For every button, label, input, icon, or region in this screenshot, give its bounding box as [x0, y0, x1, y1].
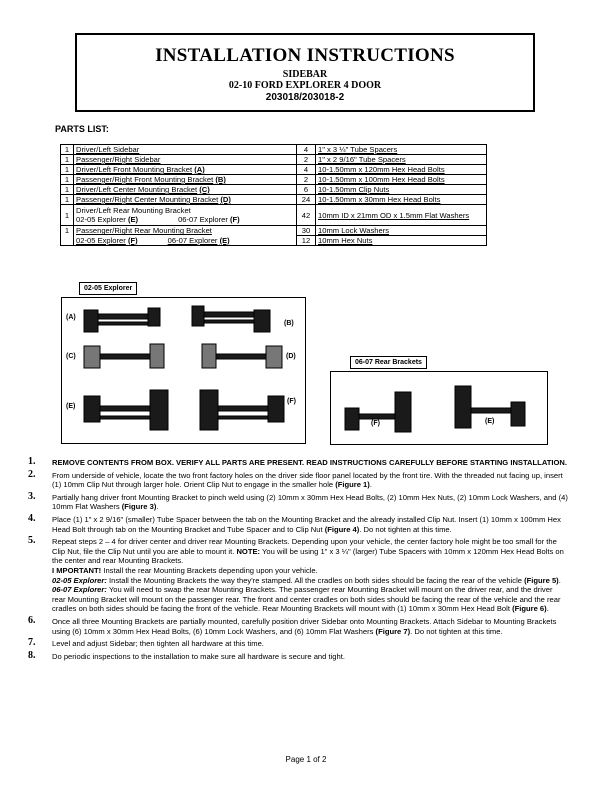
part-cell: [316, 236, 487, 246]
qty-cell: 1: [61, 145, 74, 155]
part-cell: [316, 185, 487, 195]
figure-06-07-rear-brackets: [330, 371, 548, 445]
part-description: 1" x 2 9/16" Tube Spacers: [318, 155, 406, 164]
table-row: [61, 145, 487, 155]
label-f: (F): [371, 420, 380, 427]
figure-label-06-07: 06-07 Rear Brackets: [350, 356, 427, 369]
step-item: [28, 468, 568, 490]
explorer-0607-label: 06-07 Explorer:: [52, 585, 107, 595]
part-cell: [74, 185, 297, 195]
step-text: Place (1) 1" x 2 9/16" (smaller) Tube Spacer between the tab on the Mounting Bracket and the already installed Clip Nut. Insert (1) 10mm x 100mm Hex Head Bolt through tab on the Mounting Bracket and Tube Spacer and to Clip Nut: [52, 514, 561, 534]
table-row: [61, 175, 487, 185]
step-text: . Do not tighten at this time.: [410, 626, 503, 636]
part-cell: [316, 205, 487, 226]
part-cell: [316, 155, 487, 165]
step-number: 2.: [28, 468, 36, 480]
label-e: (E): [66, 403, 76, 410]
qty-cell: 1: [61, 175, 74, 185]
qty-cell: 2: [297, 175, 316, 185]
figure-label-02-05: 02-05 Explorer: [79, 282, 137, 295]
qty-cell: 12: [297, 236, 316, 246]
qty-cell: 1: [61, 226, 74, 246]
part-description: 10mm ID x 21mm OD x 1.5mm Flat Washers: [318, 210, 470, 220]
step-item: [28, 649, 568, 662]
step-item: [28, 639, 568, 649]
step-item: [28, 512, 568, 534]
label-c: (C): [66, 353, 76, 360]
step-number: 4.: [28, 512, 36, 524]
qty-cell: 1: [61, 195, 74, 205]
qty-cell: 1: [61, 185, 74, 195]
variant-label: 06-07 Explorer: [167, 235, 218, 245]
part-code: (B): [215, 175, 226, 184]
figure-02-05-explorer: [61, 297, 306, 444]
figure-reference: (Figure 5): [524, 575, 559, 585]
part-code: (F): [127, 235, 138, 245]
part-description: Passenger/Right Sidebar: [76, 155, 161, 164]
part-cell: [316, 195, 487, 205]
part-description: 10mm Hex Nuts: [318, 236, 373, 245]
part-description: Passenger/Right Center Mounting Bracket: [76, 195, 219, 204]
part-numbers: 203018/203018-2: [265, 92, 345, 103]
part-code: (A): [194, 165, 205, 174]
figure-reference: (Figure 6): [512, 604, 547, 614]
step-number: 7.: [28, 637, 36, 649]
table-row: [61, 195, 487, 205]
figure-reference: (Figure 1): [335, 480, 370, 490]
part-cell: [316, 175, 487, 185]
part-cell: [74, 226, 297, 236]
part-cell: [74, 145, 297, 155]
step-item: [28, 490, 568, 512]
part-variants: [76, 215, 294, 224]
step-text: You will need to swap the rear Mounting Brackets. The passenger rear Mounting Bracket will mount on the driver rear, and the driver rear Mounting Bracket will mount on the passenger rear. The front and center cradles on both sides should be facing the rear of the vehicle and the rear cradles on both sides should be facing the front of the vehicle. Rear Mounting Brackets will mount with (1) 10mm x 30mm Hex Head Bolt: [52, 585, 561, 614]
explorer-0205-label: 02-05 Explorer:: [52, 575, 107, 585]
part-description: 10-1.50mm x 100mm Hex Head Bolts: [318, 175, 445, 184]
part-description: Driver/Left Front Mounting Bracket: [76, 165, 193, 174]
step-number: 3.: [28, 490, 36, 502]
part-description: Driver/Left Center Mounting Bracket: [76, 185, 198, 194]
page-number: Page 1 of 2: [285, 755, 327, 764]
part-code: (E): [219, 235, 230, 245]
label-e: (E): [485, 418, 495, 425]
installation-steps: [28, 458, 568, 664]
table-row: [61, 165, 487, 175]
rear-bracket-illustration: [331, 372, 547, 444]
qty-cell: 24: [297, 195, 316, 205]
figure-reference: (Figure 7): [375, 626, 411, 636]
figure-reference: (Figure 4): [324, 524, 360, 534]
part-description: 10-1.50mm x 120mm Hex Head Bolts: [318, 165, 445, 174]
label-d: (D): [286, 353, 296, 360]
label-f: (F): [287, 398, 296, 405]
table-row: [61, 185, 487, 195]
step-text: Partially hang driver front Mounting Bracket to pinch weld using (2) 10mm x 30mm Hex Head Bolts, (2) 10mm Hex Nuts, (2) 10mm Lock Washers, and (4) 10mm Flat Washers: [52, 492, 568, 512]
part-code: (E): [127, 215, 139, 224]
step-text: Install the Mounting Brackets the way they're stamped. All the cradles on both sides should be facing the rear of the vehicle: [106, 575, 525, 585]
qty-cell: 42: [297, 205, 316, 226]
part-cell: [316, 226, 487, 236]
important-label: I MPORTANT!: [52, 565, 102, 575]
part-cell: [74, 155, 297, 165]
qty-cell: 2: [297, 155, 316, 165]
part-code: (F): [230, 215, 240, 224]
part-cell: [74, 205, 297, 226]
part-cell: [74, 175, 297, 185]
part-description: Passenger/Right Front Mounting Bracket: [76, 175, 214, 184]
label-a: (A): [66, 314, 76, 321]
part-code: (D): [220, 195, 231, 204]
part-cell: [316, 165, 487, 175]
step-text: .: [156, 502, 159, 512]
note-label: NOTE:: [236, 546, 261, 556]
step-number: 6.: [28, 614, 36, 626]
table-row: [61, 155, 487, 165]
qty-cell: 6: [297, 185, 316, 195]
step-text: Install the rear Mounting Brackets depending upon your vehicle.: [101, 565, 318, 575]
variant-label: 02-05 Explorer: [76, 215, 126, 224]
product-name: SIDEBAR: [282, 69, 328, 80]
step-text: .: [369, 480, 372, 490]
document-title: INSTALLATION INSTRUCTIONS: [155, 45, 455, 66]
title-box: [75, 33, 535, 112]
step-text: REMOVE CONTENTS FROM BOX. VERIFY ALL PARTS ARE PRESENT. READ INSTRUCTIONS CAREFULLY BEFORE STARTING INSTALLATION.: [52, 458, 567, 467]
label-b: (B): [284, 320, 294, 327]
qty-cell: 30: [297, 226, 316, 236]
part-cell: [74, 195, 297, 205]
qty-cell: 4: [297, 145, 316, 155]
table-row: [61, 236, 487, 246]
part-cell: [74, 165, 297, 175]
qty-cell: 4: [297, 165, 316, 175]
step-number: 8.: [28, 649, 36, 661]
qty-cell: 1: [61, 205, 74, 226]
part-cell: [316, 145, 487, 155]
bracket-illustration: [62, 298, 305, 443]
figure-reference: (Figure 3): [121, 502, 157, 512]
step-item: [28, 614, 568, 636]
part-code: (C): [199, 185, 210, 194]
step-text: From underside of vehicle, locate the two front factory holes on the driver side floor panel located by the front tire. With the threaded nut facing up, insert (1) 10mm Clip Nut through larger hole. Orient Clip Nut to engage in the smaller hole: [52, 470, 563, 490]
step-text: Once all three Mounting Brackets are partially mounted, carefully position driver Sidebar onto Mounting Brackets. Attach Sidebar to Mounting Brackets using (6) 10mm x 30mm Hex Head Bolts, (6) 10mm Lock Washers, and (6) 10mm Flat Washers: [52, 616, 557, 636]
step-text: Repeat steps 2 – 4 for driver center and driver rear Mounting Brackets. Depending upon your vehicle, the center factory hole might be too small for the Clip Nut, file the Clip Nut until you are able to mount it.: [52, 537, 557, 556]
variant-label: 02-05 Explorer: [76, 235, 126, 245]
step-text: Do periodic inspections to the installation to make sure all hardware is secure and tight.: [52, 651, 345, 661]
part-description: 10mm Lock Washers: [318, 226, 390, 235]
step-number: 5.: [28, 535, 36, 547]
part-description: 1" x 3 ¼" Tube Spacers: [318, 145, 398, 154]
part-description: Driver/Left Sidebar: [76, 145, 140, 154]
step-item: 5. Repeat steps 2 – 4 for driver center and driver rear Mounting Brackets. Depending upon your vehicle, the center factory hole might be too small for the Clip Nut, file the Clip Nut until you are able to mount it. NOTE: You will be using 1" x 3 ¼" (larger) Tube Spacers with 10mm x 120mm Hex Head Bolts on the center and rear Mounting Brackets. I MPORTANT! Install the rear Mounting Brackets depending upon your vehicle. 02-05 Explorer: Install the Mounting Brackets the way they're stamped. All the cradles on both sides should be facing the rear of the vehicle (Figure 5). 06-07 Explorer: You will need to swap the rear Mounting Brackets. The passenger rear Mounting Bracket will mount on the driver rear, and the driver rear Mounting Bracket will mount on the passenger rear. The front and center cradles on both sides should be facing the rear of the vehicle and the rear cradles on both sides should be facing the front of the vehicle. Rear Mounting Brackets will mount with (1) 10mm x 30mm Hex Head Bolt (Figure 6).: [28, 535, 564, 614]
part-description: Driver/Left Rear Mounting Bracket: [76, 206, 191, 215]
part-cell: [74, 236, 297, 246]
table-row: [61, 226, 487, 236]
step-item: [28, 458, 568, 468]
part-description: 10-1.50mm x 30mm Hex Head Bolts: [318, 195, 441, 204]
parts-table: [60, 144, 487, 246]
variant-label: 06-07 Explorer: [178, 215, 228, 224]
parts-list-heading: PARTS LIST:: [55, 124, 109, 134]
step-number: 1.: [28, 456, 36, 467]
step-text: . Do not tighten at this time.: [359, 524, 452, 534]
step-text: Level and adjust Sidebar; then tighten all hardware at this time.: [52, 639, 264, 649]
qty-cell: 1: [61, 155, 74, 165]
vehicle-fitment: 02-10 FORD EXPLORER 4 DOOR: [228, 80, 382, 91]
table-row: [61, 205, 487, 226]
qty-cell: 1: [61, 165, 74, 175]
part-description: 10-1.50mm Clip Nuts: [318, 185, 390, 194]
step-text: You will be using 1" x 3 ¼" (larger) Tube Spacers with 10mm x 120mm Hex Head Bolts on the center and rear Mounting Brackets.: [52, 546, 564, 566]
part-description: Passenger/Right Rear Mounting Bracket: [76, 226, 212, 236]
